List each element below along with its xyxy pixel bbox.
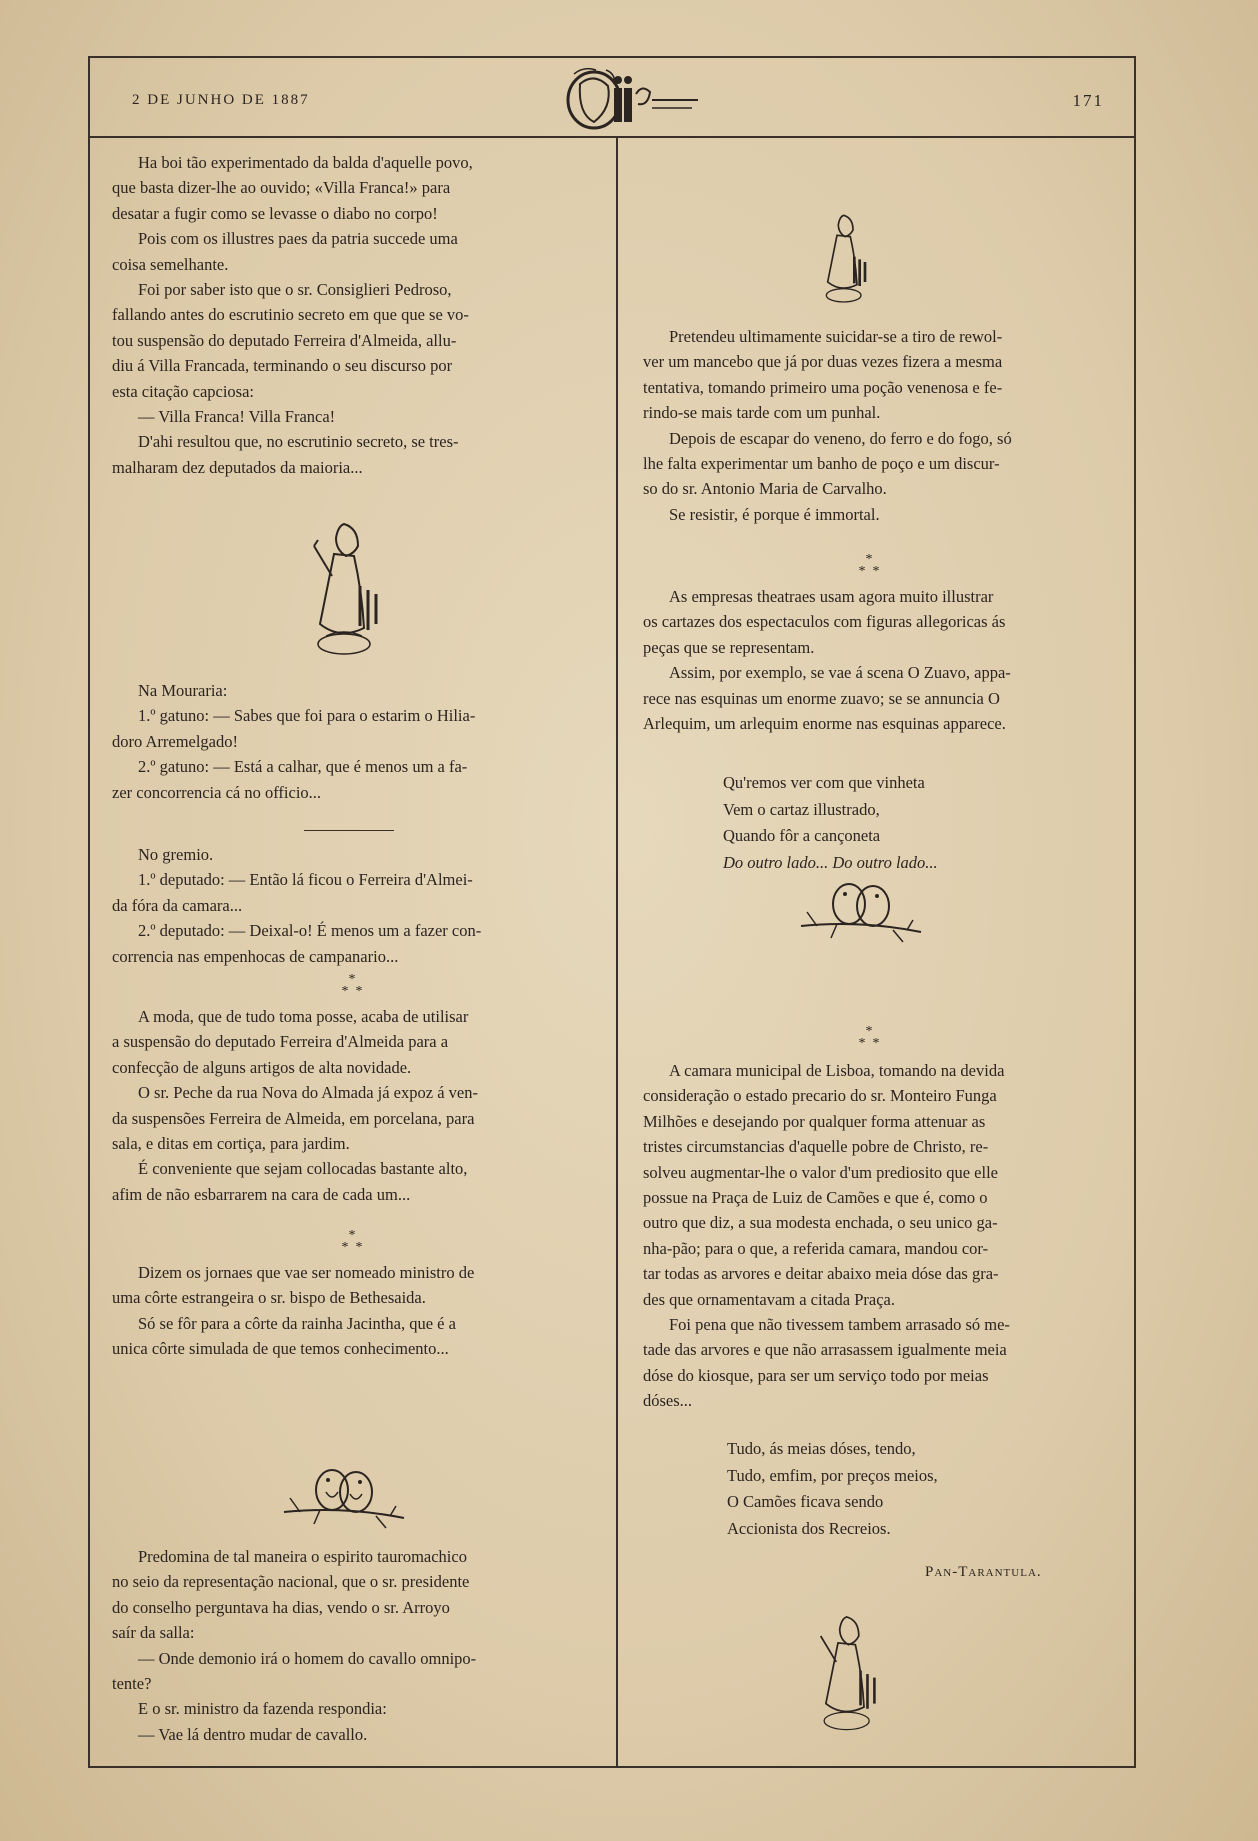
text-line: 2.º gatuno: — Está a calhar, que é menos um a fa- bbox=[138, 757, 468, 777]
text-line: — Villa Franca! Villa Franca! bbox=[138, 407, 336, 427]
text-line: saír da salla: bbox=[112, 1623, 195, 1643]
text-line: uma côrte estrangeira o sr. bispo de Bethesaida. bbox=[112, 1288, 426, 1308]
text-line: Depois de escapar do veneno, do ferro e do fogo, só bbox=[669, 428, 1012, 448]
text-line: Foi pena que não tivessem tambem arrasado só me- bbox=[669, 1315, 1010, 1335]
text-line: Ha boi tão experimentado da balda d'aquelle povo, bbox=[138, 153, 473, 172]
text-line: do conselho perguntava ha dias, vendo o sr. Arroyo bbox=[112, 1597, 450, 1617]
text-line: peças que se representam. bbox=[643, 637, 815, 657]
right-column bbox=[616, 136, 1134, 1766]
article-mouraria bbox=[112, 678, 475, 805]
article-suicidio bbox=[643, 324, 1012, 527]
text-line: lhe falta experimentar um banho de poço e um discur- bbox=[643, 454, 1000, 474]
text-line: 1.º gatuno: — Sabes que foi para o estarim o Hilia- bbox=[138, 706, 476, 726]
text-line: ver um mancebo que já por duas vezes fizera a mesma bbox=[643, 352, 1003, 372]
text-line: os cartazes dos espectaculos com figuras allegoricas ás bbox=[643, 612, 1006, 632]
text-line: No gremio. bbox=[138, 845, 214, 864]
article-bispo bbox=[112, 1260, 474, 1362]
text-line: rece nas esquinas um enorme zuavo; se se annuncia O bbox=[643, 688, 1000, 708]
text-line: da fóra da camara... bbox=[112, 895, 243, 915]
text-line: 1.º deputado: — Então lá ficou o Ferreira d'Almei- bbox=[138, 870, 473, 890]
text-line: tar todas as arvores e deitar abaixo meia dóse das gra- bbox=[643, 1264, 999, 1284]
text-line: confecção de alguns artigos de alta novidade. bbox=[112, 1057, 412, 1077]
text-line: tou suspensão do deputado Ferreira d'Almeida, allu- bbox=[112, 330, 457, 350]
section-separator-stars: * * * bbox=[858, 552, 880, 579]
article-villa-franca bbox=[112, 150, 473, 480]
verse-line: Qu'remos ver com que vinheta bbox=[723, 773, 925, 792]
text-line: a suspensão do deputado Ferreira d'Almeida para a bbox=[112, 1032, 449, 1052]
text-line: Só se fôr para a côrte da rainha Jacintha, que é a bbox=[138, 1313, 456, 1333]
birds-on-branch-icon bbox=[797, 876, 927, 961]
text-line: E o sr. ministro da fazenda respondia: bbox=[138, 1699, 387, 1719]
text-line: no seio da representação nacional, que o sr. presidente bbox=[112, 1572, 470, 1592]
text-line: Predomina de tal maneira o espirito tauromachico bbox=[138, 1547, 467, 1566]
article-gremio bbox=[112, 842, 481, 969]
text-line: malharam dez deputados da maioria... bbox=[112, 457, 363, 477]
text-line: consideração o estado precario do sr. Monteiro Funga bbox=[643, 1086, 997, 1106]
text-line: sala, e ditas em cortiça, para jardim. bbox=[112, 1134, 350, 1154]
text-line: unica côrte simulada de que temos conhecimento... bbox=[112, 1339, 449, 1359]
verse-camoes bbox=[727, 1436, 938, 1542]
text-line: doro Arremelgado! bbox=[112, 731, 238, 751]
text-line: fallando antes do escrutinio secreto em que que se vo- bbox=[112, 305, 469, 325]
text-line: dóses... bbox=[643, 1391, 693, 1411]
page-header bbox=[90, 58, 1134, 138]
text-line: esta citação capciosa: bbox=[112, 381, 254, 401]
text-line: A camara municipal de Lisboa, tomando na devida bbox=[669, 1061, 1005, 1080]
section-divider bbox=[304, 830, 394, 831]
text-line: 2.º deputado: — Deixal-o! É menos um a fazer con- bbox=[138, 921, 482, 941]
text-line: Se resistir, é porque é immortal. bbox=[669, 504, 880, 524]
text-line: des que ornamentavam a citada Praça. bbox=[643, 1289, 895, 1309]
text-line: possue na Praça de Luiz de Camões e que é, como o bbox=[643, 1188, 988, 1208]
article-camara-municipal bbox=[643, 1058, 1010, 1414]
text-line: Arlequim, um arlequim enorme nas esquinas apparece. bbox=[643, 714, 1006, 734]
article-moda bbox=[112, 1004, 478, 1207]
verse-line: O Camões ficava sendo bbox=[727, 1492, 884, 1511]
section-separator-stars: * * * bbox=[858, 1024, 880, 1051]
text-line: — Vae lá dentro mudar de cavallo. bbox=[138, 1724, 368, 1744]
hooded-figure-icon bbox=[811, 1610, 891, 1745]
text-line: Na Mouraria: bbox=[138, 681, 228, 700]
text-line: tente? bbox=[112, 1674, 152, 1694]
text-line: Foi por saber isto que o sr. Consiglieri Pedroso, bbox=[138, 280, 452, 300]
text-line: diu á Villa Francada, terminando o seu discurso por bbox=[112, 356, 453, 376]
hooded-figure-icon bbox=[817, 210, 877, 315]
verse-line: Vem o cartaz illustrado, bbox=[723, 799, 880, 819]
verse-vinheta bbox=[723, 770, 938, 876]
issue-date: 2 DE JUNHO DE 1887 bbox=[132, 92, 310, 108]
text-line: As empresas theatraes usam agora muito illustrar bbox=[669, 587, 994, 606]
verse-line: Tudo, ás meias dóses, tendo, bbox=[727, 1439, 916, 1458]
verse-line: Quando fôr a cançoneta bbox=[723, 826, 881, 845]
text-line: so do sr. Antonio Maria de Carvalho. bbox=[643, 479, 887, 499]
text-line: dóse do kiosque, para ser um serviço todo por meias bbox=[643, 1365, 989, 1385]
masthead-logo-icon bbox=[560, 64, 710, 132]
birds-on-branch-icon bbox=[280, 1462, 410, 1547]
text-line: afim de não esbarrarem na cara de cada um... bbox=[112, 1184, 411, 1204]
text-line: Pois com os illustres paes da patria succede uma bbox=[138, 229, 458, 249]
text-line: Dizem os jornaes que vae ser nomeado ministro de bbox=[138, 1263, 475, 1282]
left-column bbox=[90, 136, 618, 1766]
text-line: que basta dizer-lhe ao ouvido; «Villa Franca!» para bbox=[112, 178, 451, 198]
author-signature: Pan-Tarantula. bbox=[925, 1564, 1042, 1580]
text-line: tentativa, tomando primeiro uma poção venenosa e fe- bbox=[643, 377, 1003, 397]
text-line: — Onde demonio irá o homem do cavallo omnipo- bbox=[138, 1648, 477, 1668]
page-frame bbox=[88, 56, 1136, 1768]
verse-line: Tudo, emfim, por preços meios, bbox=[727, 1465, 938, 1485]
text-line: Pretendeu ultimamente suicidar-se a tiro de rewol- bbox=[669, 327, 1003, 346]
text-line: desatar a fugir como se levasse o diabo no corpo! bbox=[112, 203, 438, 223]
text-line: Milhões e desejando por qualquer forma attenuar as bbox=[643, 1111, 986, 1131]
verse-line: Do outro lado... Do outro lado... bbox=[723, 852, 938, 872]
section-separator-stars: * * * bbox=[341, 972, 363, 999]
text-line: coisa semelhante. bbox=[112, 254, 229, 274]
hooded-figure-icon bbox=[304, 516, 394, 671]
text-line: O sr. Peche da rua Nova do Almada já expoz á ven- bbox=[138, 1083, 478, 1103]
text-line: tristes circumstancias d'aquelle pobre de Christo, re- bbox=[643, 1137, 989, 1157]
text-line: A moda, que de tudo toma posse, acaba de utilisar bbox=[138, 1007, 469, 1026]
section-separator-stars: * * * bbox=[341, 1228, 363, 1255]
text-line: É conveniente que sejam collocadas bastante alto, bbox=[138, 1159, 468, 1179]
text-line: solveu augmentar-lhe o valor d'um prediosito que elle bbox=[643, 1162, 998, 1182]
text-line: correncia nas empenhocas de campanario... bbox=[112, 946, 399, 966]
text-line: zer concorrencia cá no officio... bbox=[112, 782, 322, 802]
text-line: da suspensões Ferreira de Almeida, em porcelana, para bbox=[112, 1108, 475, 1128]
page-number: 171 bbox=[1072, 91, 1104, 110]
article-cartazes bbox=[643, 584, 1011, 736]
text-line: nha-pão; para o que, a referida camara, mandou cor- bbox=[643, 1238, 989, 1258]
text-line: Assim, por exemplo, se vae á scena O Zuavo, appa- bbox=[669, 663, 1011, 683]
text-line: rindo-se mais tarde com um punhal. bbox=[643, 403, 881, 423]
text-line: tade das arvores e que não arrasassem igualmente meia bbox=[643, 1340, 1007, 1360]
article-tauromachico bbox=[112, 1544, 476, 1747]
verse-line: Accionista dos Recreios. bbox=[727, 1518, 891, 1538]
text-line: D'ahi resultou que, no escrutinio secreto, se tres- bbox=[138, 432, 459, 452]
text-line: outro que diz, a sua modesta enchada, o seu unico ga- bbox=[643, 1213, 998, 1233]
